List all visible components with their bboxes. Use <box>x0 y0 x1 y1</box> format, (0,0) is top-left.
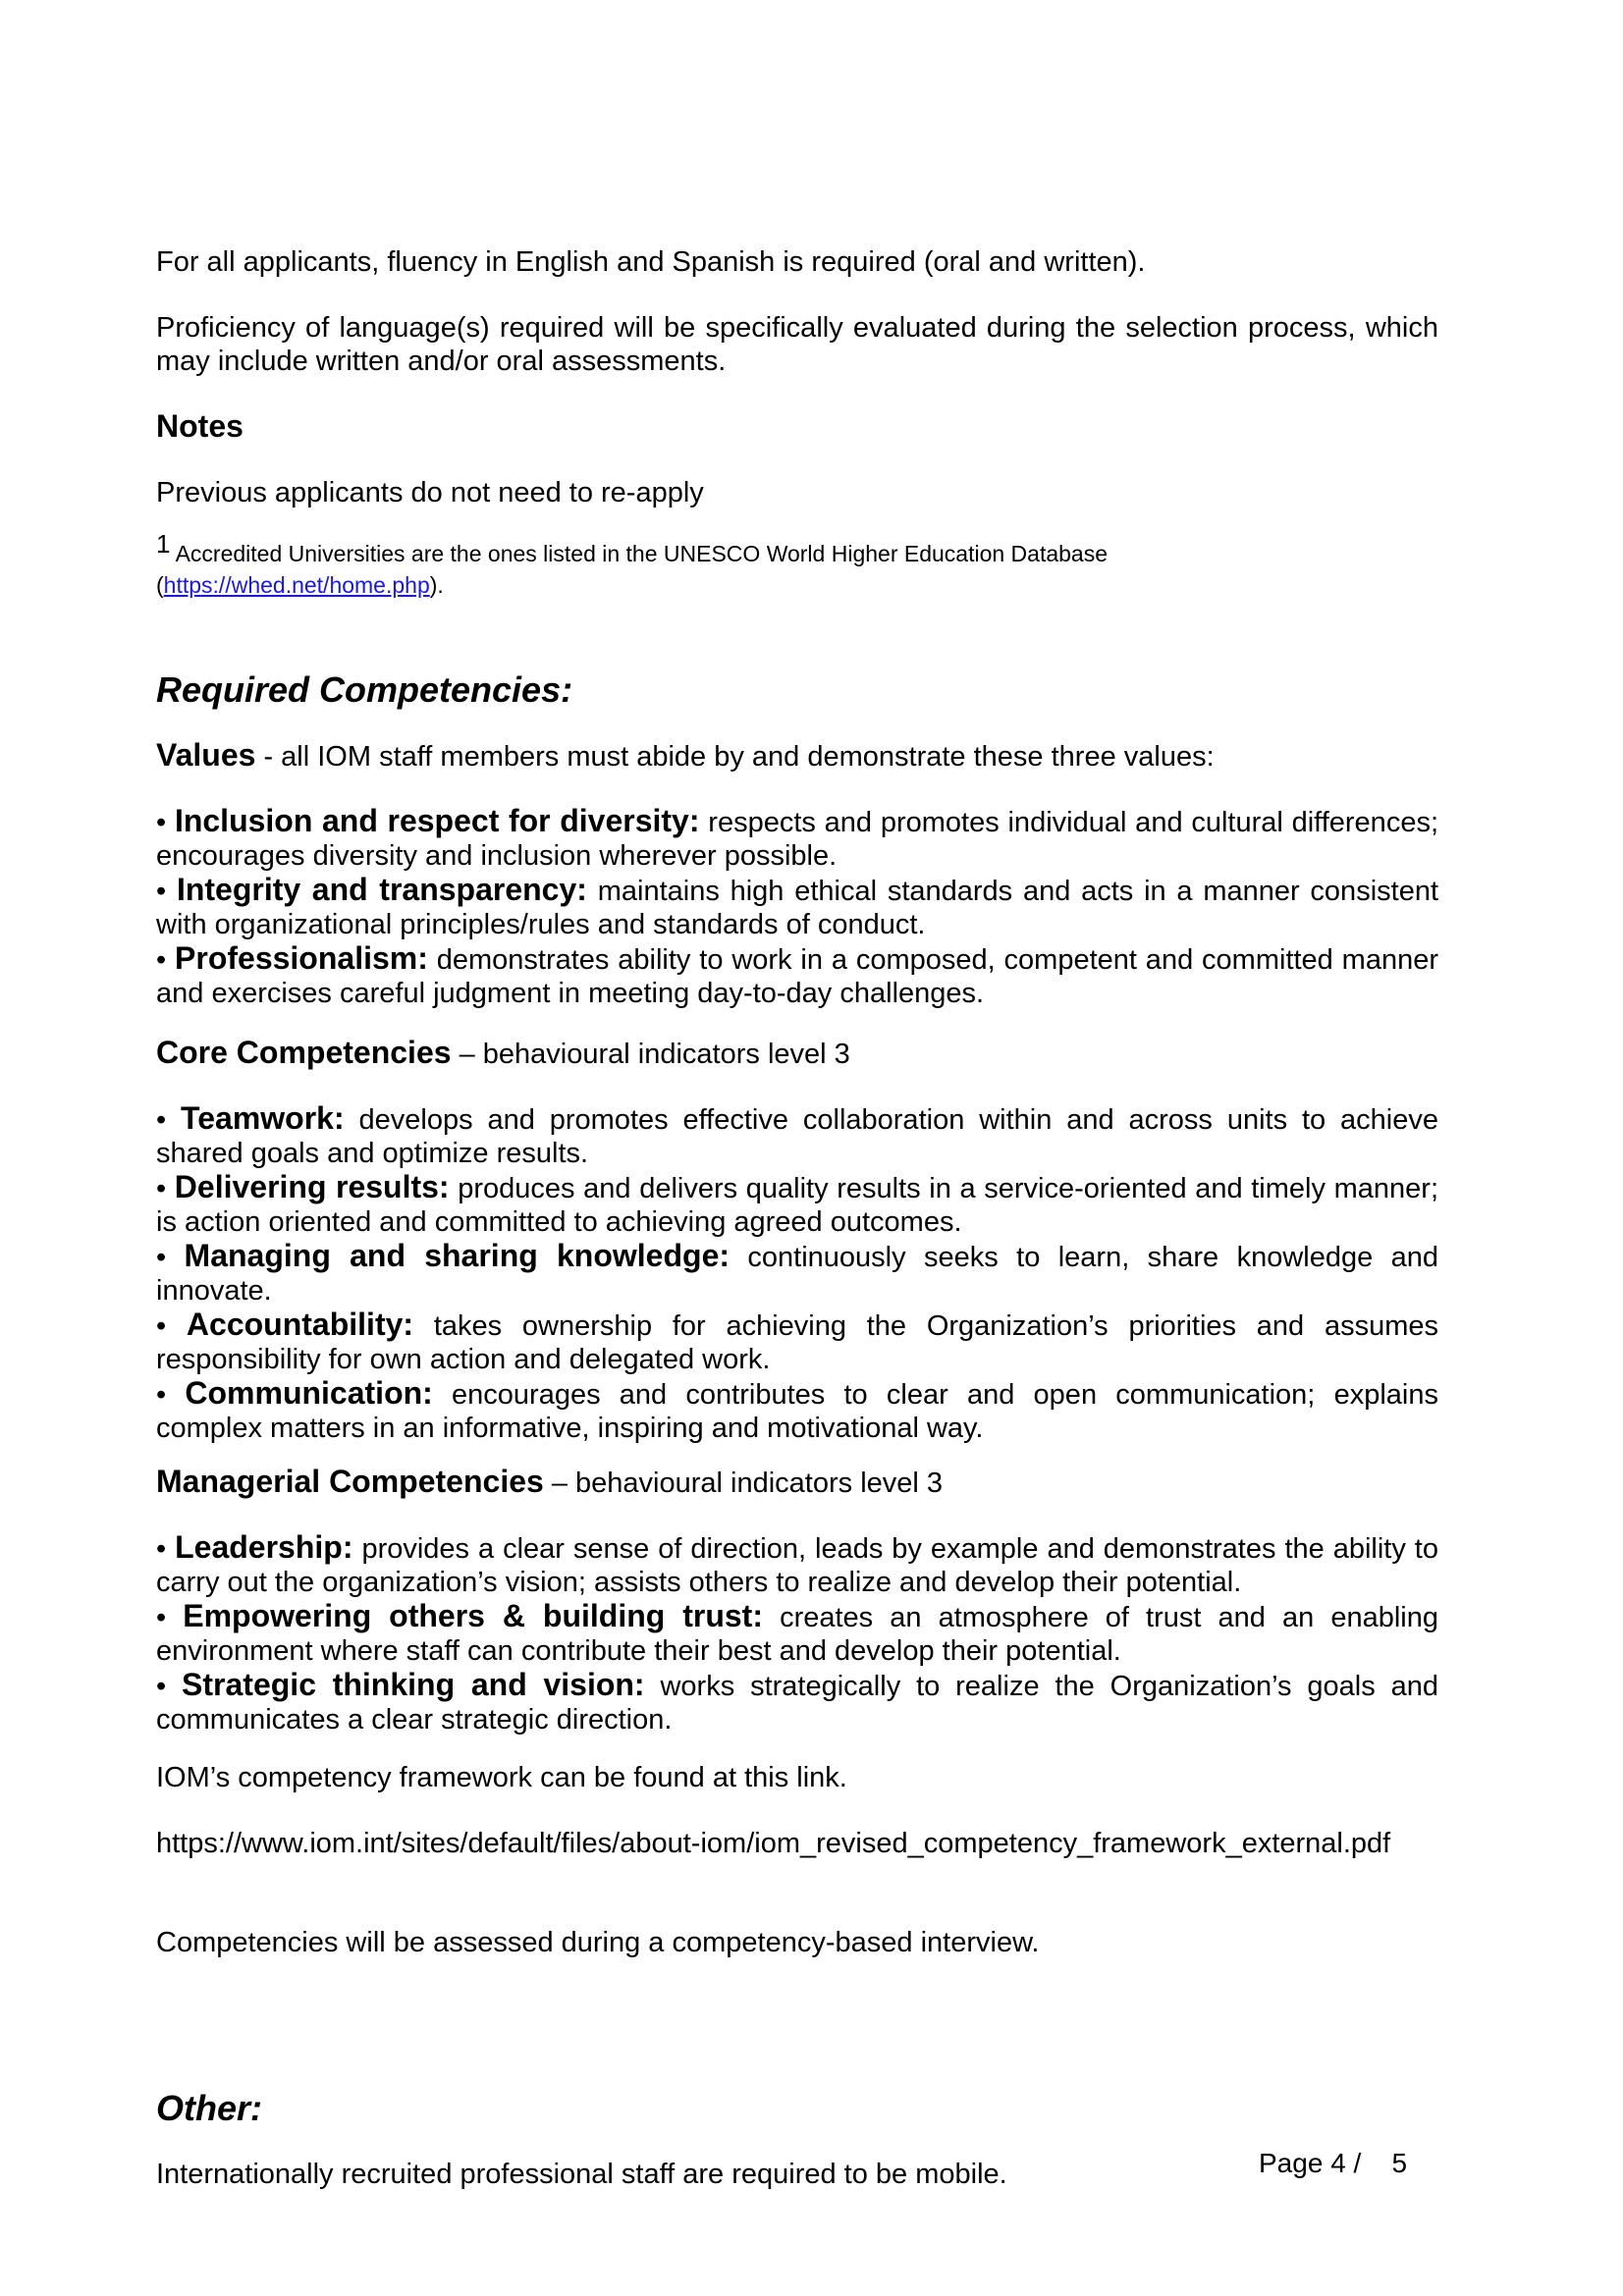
list-item <box>156 1599 1438 1668</box>
managerial-intro-text: – behavioural indicators level 3 <box>543 1468 944 1499</box>
list-item <box>156 1239 1438 1308</box>
core-text: encourages and contributes to clear and open communication; explains complex matters in an informative, inspiring and motivational way. <box>156 1379 1438 1444</box>
bullet-mark: • <box>156 876 177 907</box>
notes-text: Previous applicants do not need to re-apply <box>156 477 704 508</box>
footnote <box>156 529 1438 601</box>
list-item <box>156 1530 1438 1599</box>
proficiency-text: Proficiency of language(s) required will be specifically evaluated during the selection process, which may include written and/or oral assessments. <box>156 312 1438 377</box>
values-list <box>156 804 1438 1010</box>
list-item <box>156 941 1438 1010</box>
assessment-text: Competencies will be assessed during a competency-based interview. <box>156 1927 1040 1958</box>
list-item <box>156 1101 1438 1170</box>
framework-text: IOM’s competency framework can be found at this link. <box>156 1762 847 1793</box>
value-text: maintains high ethical standards and acts in a manner consistent with organizational principles/rules and standards of conduct. <box>156 876 1439 940</box>
core-term: Delivering results: <box>174 1169 450 1204</box>
list-item <box>156 873 1438 941</box>
notes-heading: Notes <box>156 408 243 444</box>
managerial-lead: Managerial Competencies <box>156 1464 544 1499</box>
managerial-term: Empowering others & building trust: <box>183 1598 763 1633</box>
page-number <box>1259 2147 1407 2180</box>
bullet-mark: • <box>156 944 176 976</box>
mobility-text: Internationally recruited professional staff are required to be mobile. <box>156 2159 1007 2190</box>
bullet-mark: • <box>156 1310 187 1342</box>
value-term: Inclusion and respect for diversity: <box>174 803 700 838</box>
framework-url: https://www.iom.int/sites/default/files/about-iom/iom_revised_competency_framework_external.pdf <box>156 1828 1391 1859</box>
core-term: Communication: <box>185 1375 433 1411</box>
required-competencies-heading: Required Competencies: <box>156 669 573 710</box>
core-term: Accountability: <box>186 1307 414 1342</box>
whed-link[interactable]: https://whed.net/home.php <box>163 572 430 598</box>
bullet-mark: • <box>156 1602 184 1633</box>
managerial-text: creates an atmosphere of trust and an enabling environment where staff can contribute their best and develop their potential. <box>156 1602 1438 1667</box>
other-heading: Other: <box>156 2088 262 2128</box>
page-label: Page <box>1259 2148 1324 2178</box>
bullet-mark: • <box>156 1671 183 1702</box>
managerial-list <box>156 1530 1438 1736</box>
bullet-mark: • <box>156 1242 185 1273</box>
core-text: develops and promotes effective collaboration within and across units to achieve shared goals and optimize results. <box>156 1104 1438 1169</box>
value-text: respects and promotes individual and cultural differences; encourages diversity and inclusion wherever possible. <box>156 807 1438 872</box>
list-item <box>156 1170 1438 1239</box>
managerial-text: works strategically to realize the Organization’s goals and communicates a clear strategic direction. <box>156 1671 1438 1735</box>
page-current: 4 <box>1330 2148 1346 2178</box>
managerial-term: Strategic thinking and vision: <box>182 1667 645 1702</box>
page-separator: / <box>1353 2148 1362 2178</box>
footnote-marker: 1 <box>156 529 171 559</box>
values-intro-text: - all IOM staff members must abide by and demonstrate these three values: <box>255 741 1215 773</box>
list-item <box>156 1668 1438 1736</box>
core-intro-text: – behavioural indicators level 3 <box>451 1039 850 1070</box>
bullet-mark: • <box>156 1379 186 1411</box>
core-intro <box>156 1036 1438 1071</box>
value-text: demonstrates ability to work in a composed, competent and committed manner and exercises careful judgment in meeting day-to-day challenges. <box>156 944 1438 1009</box>
footnote-text: Accredited Universities are the ones listed in the UNESCO World Higher Education Database <box>175 541 1109 566</box>
core-list <box>156 1101 1438 1445</box>
bullet-mark: • <box>156 1173 175 1204</box>
footnote-close-paren: ). <box>429 572 444 598</box>
managerial-term: Leadership: <box>175 1529 353 1565</box>
list-item <box>156 1308 1438 1376</box>
managerial-intro <box>156 1465 1438 1500</box>
value-term: Professionalism: <box>175 940 428 976</box>
list-item <box>156 804 1438 873</box>
values-intro <box>156 738 1438 774</box>
footnote-open-paren: ( <box>156 572 164 598</box>
values-lead: Values <box>156 737 256 773</box>
managerial-text: provides a clear sense of direction, leads by example and demonstrates the ability to carry out the organization’s vision; assists others to realize and develop their potential. <box>156 1533 1438 1598</box>
value-term: Integrity and transparency: <box>176 872 587 907</box>
list-item <box>156 1376 1438 1445</box>
language-requirement: For all applicants, fluency in English and Spanish is required (oral and written). <box>156 246 1146 278</box>
core-text: produces and delivers quality results in a service-oriented and timely manner; is action oriented and committed to achieving agreed outcomes. <box>156 1173 1439 1238</box>
core-text: takes ownership for achieving the Organization’s priorities and assumes responsibility for own action and delegated work. <box>156 1310 1438 1375</box>
core-term: Managing and sharing knowledge: <box>184 1238 730 1273</box>
bullet-mark: • <box>156 807 175 838</box>
bullet-mark: • <box>156 1104 182 1136</box>
core-term: Teamwork: <box>181 1100 345 1136</box>
core-text: continuously seeks to learn, share knowledge and innovate. <box>156 1242 1438 1307</box>
bullet-mark: • <box>156 1533 176 1565</box>
core-lead: Core Competencies <box>156 1035 452 1070</box>
page-total: 5 <box>1391 2148 1408 2178</box>
